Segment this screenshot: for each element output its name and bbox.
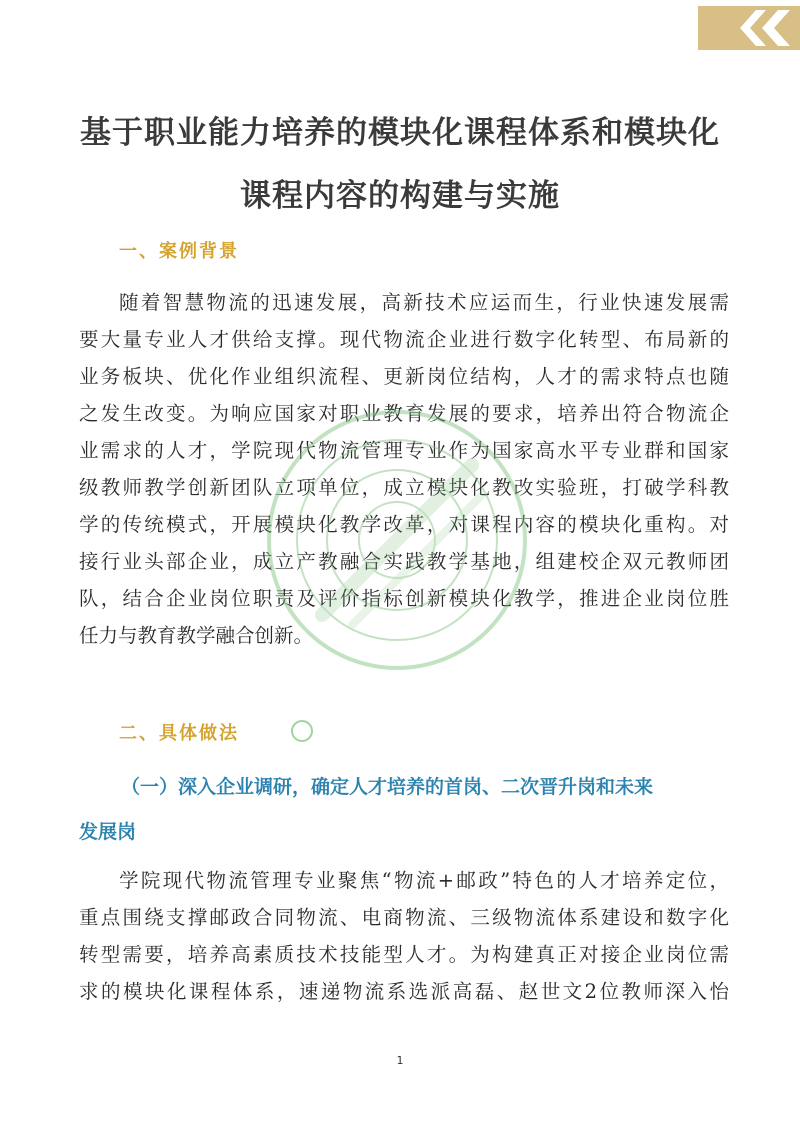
paragraph-line: 之发生改变。为响应国家对职业教育发展的要求，培养出符合物流企 (79, 402, 729, 425)
paragraph-practice (79, 862, 729, 1010)
paragraph-line: 学的传统模式，开展模块化教学改革，对课程内容的模块化重构。对 (79, 513, 729, 536)
subsection-heading-line1: （一）深入企业调研，确定人才培养的首岗、二次晋升岗和未来 (121, 776, 654, 798)
paragraph-line: 业务板块、优化作业组织流程、更新岗位结构，人才的需求特点也随 (79, 365, 729, 388)
paragraph-line: 转型需要，培养高素质技术技能型人才。为构建真正对接企业岗位需 (79, 943, 729, 966)
corner-tab-icon (698, 6, 800, 50)
paragraph-line: 业需求的人才，学院现代物流管理专业作为国家高水平专业群和国家 (79, 439, 729, 462)
paragraph-line: 队，结合企业岗位职责及评价指标创新模块化教学，推进企业岗位胜 (79, 587, 729, 610)
paragraph-line: 要大量专业人才供给支撑。现代物流企业进行数字化转型、布局新的 (79, 328, 729, 351)
paragraph-line: 求的模块化课程体系，速递物流系选派高磊、赵世文2位教师深入怡 (79, 980, 729, 1003)
document-title-line1: 基于职业能力培养的模块化课程体系和模块化 (80, 115, 720, 151)
paragraph-line: 重点围绕支撑邮政合同物流、电商物流、三级物流体系建设和数字化 (79, 906, 729, 929)
section-heading-practice: 二、具体做法 (119, 723, 239, 744)
page-number: 1 (396, 1054, 404, 1067)
document-title-line2: 课程内容的构建与实施 (240, 178, 560, 214)
paragraph-line: 随着智慧物流的迅速发展，高新技术应运而生，行业快速发展需 (119, 291, 729, 314)
paragraph-line: 任力与教育教学融合创新。 (79, 624, 314, 647)
subsection-heading-line2: 发展岗 (79, 821, 137, 843)
paragraph-line: 学院现代物流管理专业聚焦“物流+邮政”特色的人才培养定位， (119, 869, 729, 892)
section-heading-background: 一、案例背景 (119, 241, 239, 262)
paragraph-line: 接行业头部企业，成立产教融合实践教学基地，组建校企双元教师团 (79, 550, 729, 573)
paragraph-background (79, 284, 729, 654)
paragraph-line: 级教师教学创新团队立项单位，成立模块化教改实验班，打破学科教 (79, 476, 729, 499)
circle-watermark-icon (290, 719, 314, 743)
